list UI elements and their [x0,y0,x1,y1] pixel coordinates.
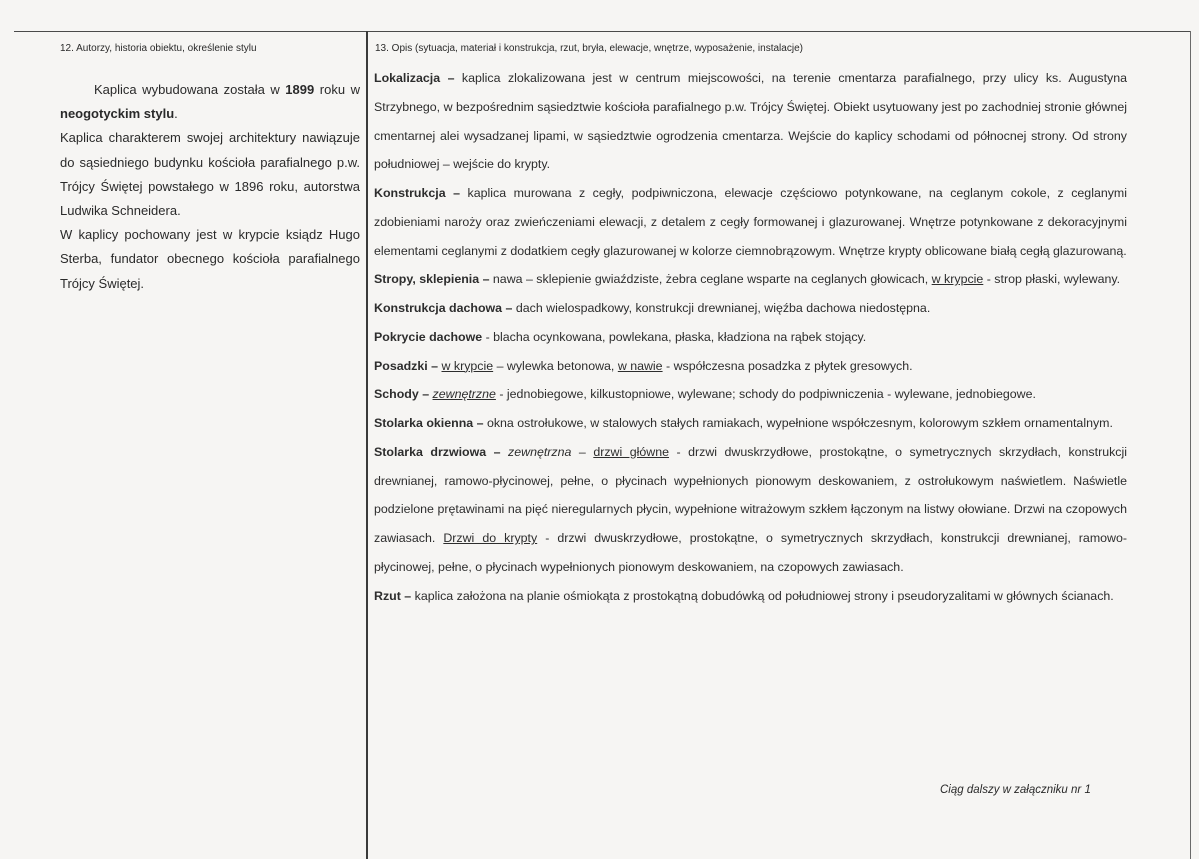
section-12-text [60,78,360,296]
paragraph-pokrycie: Pokrycie dachowe - blacha ocynkowana, powlekana, płaska, kładziona na rąbek stojący. [374,329,867,344]
paragraph-schody: Schody – zewnętrzne - jednobiegowe, kilkustopniowe, wylewane; schody do podpiwniczenia - wylewane, jednobiegowe. [374,387,1036,402]
paragraph-lokalizacja: Lokalizacja – kaplica zlokalizowana jest w centrum miejscowości, na terenie cmentarza parafialnego, przy ulicy ks. Augustyna Strzybnego, w bezpośrednim sąsiedztwie kościoła parafialnego p.w. Trójcy Świętej. Obiekt usytuowany jest po zachodniej stronie głównej cmentarnej alei wysadzanej lipami, w sąsiedztwie ogrodzenia cmentarza. Wejście do kaplicy schodami od północnej strony. Od strony południowej – wejście do krypty. [374,71,1127,172]
paragraph-stolarka-drzwiowa: Stolarka drzwiowa – zewnętrzna – drzwi główne - drzwi dwuskrzydłowe, prostokątne, o symetrycznych skrzydłach, konstrukcji drewnianej, ramowo-płycinowej, pełne, o płycinach wypełnionych pionowym deskowaniem, z ostrołukowym naświetlem. Naświetle podzielone prętawinami na pięć nieregularnych płycin, wypełnione witrażowym szkłem łączonym na listwy ołowiane. Drzwi na czopowych zawiasach. Drzwi do krypty - drzwi dwuskrzydłowe, prostokątne, o symetrycznych skrzydłach, konstrukcji drewnianej, ramowo-płycinowej, pełne, o płycinach wypełnionych pionowym deskowaniem, na czopowych zawiasach. [374,444,1128,574]
section-13-column [368,31,1190,607]
section-12-header: 12. Autorzy, historia obiektu, określenie stylu [60,43,257,54]
right-border-line [1190,31,1191,859]
history-paragraph-3: W kaplicy pochowany jest w krypcie ksiądz Hugo Sterba, fundator obecnego kościoła parafialnego Trójcy Świętej. [60,227,360,291]
section-13-text [374,64,1127,607]
history-paragraph-1: Kaplica wybudowana została w 1899 roku w neogotyckim stylu. [60,82,360,122]
history-paragraph-2: Kaplica charakterem swojej architektury nawiązuje do sąsiedniego budynku kościoła parafialnego p.w. Trójcy Świętej powstałego w 1896 roku, autorstwa Ludwika Schneidera. [60,130,360,219]
paragraph-rzut: Rzut – kaplica założona na planie ośmiokąta z prostokątną dobudówką od południowej strony i pseudoryzalitami w głównych ścianach. [374,588,1114,603]
section-13-header: 13. Opis (sytuacja, materiał i konstrukcja, rzut, bryła, elewacje, wnętrze, wyposażenie, instalacje) [375,43,803,54]
section-12-column [14,31,364,296]
paragraph-konstrukcja: Konstrukcja – kaplica murowana z cegły, podpiwniczona, elewacje częściowo potynkowane, na ceglanym cokole, z ceglanymi zdobieniami naroży oraz zwieńczeniami elewacji, z detalem z cegły formowanej i glazurowanej. Wnętrze potynkowane z dekoracyjnymi elementami ceglanymi z dodatkiem cegły glazurowanej w kolorze ciemnobrązowym. Wnętrze krypty oblicowane białą cegłą glazurowaną. [374,186,1128,258]
paragraph-stolarka-okienna: Stolarka okienna – okna ostrołukowe, w stalowych stałych ramiakach, wypełnione współczesnym, kolorowym szkłem ornamentalnym. [374,416,1113,430]
style-name: neogotyckim stylu [60,106,175,122]
paragraph-konstrukcja-dachowa: Konstrukcja dachowa – dach wielospadkowy, konstrukcji drewnianej, więźba dachowa niedostępna. [374,301,931,315]
paragraph-posadzki: Posadzki – w krypcie – wylewka betonowa, w nawie - współczesna posadzka z płytek gresowych. [374,358,913,373]
year-built: 1899 [285,82,315,97]
continuation-note: Ciąg dalszy w załączniku nr 1 [940,784,1091,796]
paragraph-stropy: Stropy, sklepienia – nawa – sklepienie gwiaździste, żebra ceglane wsparte na ceglanych głowicach, w krypcie - strop płaski, wylewany. [374,272,1121,287]
